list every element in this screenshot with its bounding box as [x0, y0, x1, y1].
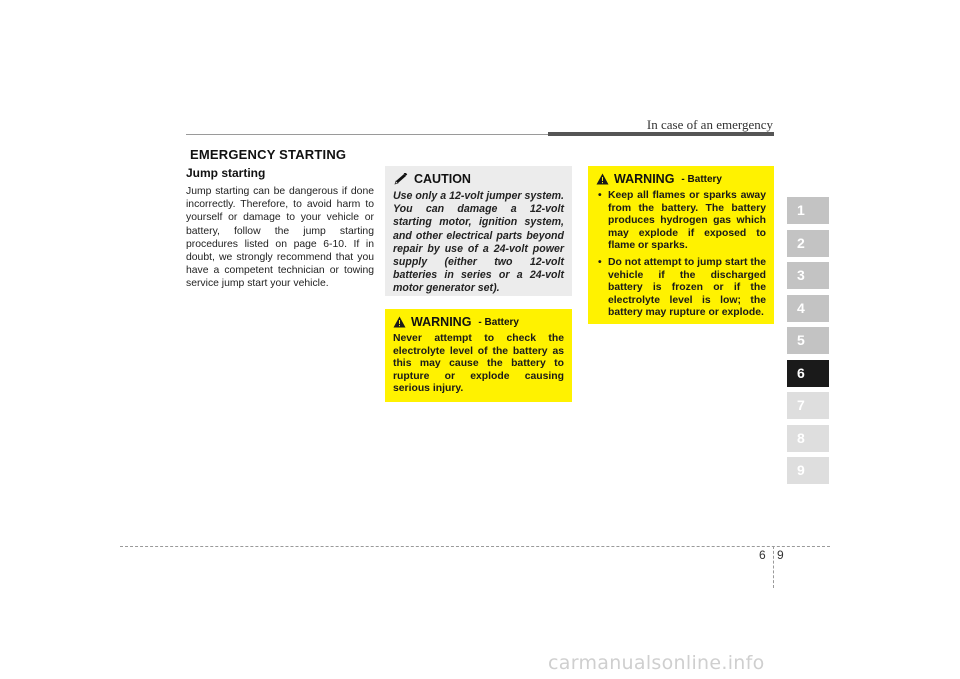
section-title: EMERGENCY STARTING — [190, 147, 347, 162]
chapter-tab-2[interactable]: 2 — [787, 230, 829, 257]
caution-box — [385, 166, 572, 296]
warning-text: Never attempt to check the electrolyte level of the battery as this may cause the battery to rupture or explode causing serious injury. — [393, 333, 564, 395]
chapter-tab-9[interactable]: 9 — [787, 457, 829, 484]
chapter-tab-3[interactable]: 3 — [787, 262, 829, 289]
caution-text: Use only a 12-volt jumper system. You can damage a 12-volt starting motor, ignition system, and other electrical parts beyond repair by use of a 24-volt power supply (either two 12-volt batteries in series or a 24-volt motor generator set). — [393, 190, 564, 295]
warning-header — [393, 315, 564, 329]
warning-list-item: • Do not attempt to jump start the vehicle if the discharged battery is frozen or if the electrolyte level is low; the battery may rupture or explode. — [596, 257, 766, 320]
warning-triangle-icon — [596, 173, 609, 185]
chapter-tab-1[interactable]: 1 — [787, 197, 829, 224]
caution-label: CAUTION — [414, 172, 471, 186]
warning-box-battery-flames — [588, 166, 774, 324]
warning-triangle-icon — [393, 316, 406, 328]
warning-box-battery-check — [385, 309, 572, 402]
warning-sublabel: - Battery — [478, 316, 519, 328]
warning-list-item: • Keep all flames or sparks away from the battery. The battery produces hydrogen gas which may explode if exposed to flame or sparks. — [596, 190, 766, 253]
footer-page-number: 9 — [777, 548, 784, 562]
jump-starting-subhead: Jump starting — [186, 166, 266, 180]
warning-label: WARNING — [614, 172, 675, 186]
chapter-tabs — [787, 197, 829, 490]
chapter-tab-8[interactable]: 8 — [787, 425, 829, 452]
caution-header — [393, 172, 564, 186]
chapter-tab-4[interactable]: 4 — [787, 295, 829, 322]
footer-rule — [120, 546, 830, 547]
header-title: In case of an emergency — [646, 117, 773, 132]
header-rule-accent — [548, 132, 774, 136]
pencil-icon — [393, 173, 409, 185]
jump-starting-column — [186, 166, 374, 291]
warning-list — [596, 190, 766, 320]
chapter-tab-6[interactable]: 6 — [787, 360, 829, 387]
chapter-tab-5[interactable]: 5 — [787, 327, 829, 354]
footer-chapter-number: 6 — [759, 548, 766, 562]
jump-starting-body: Jump starting can be dangerous if done incorrectly. Therefore, to avoid harm to yourself or damage to your vehicle or battery, follow the jump starting procedures listed on page 6-10. If in doubt, we strongly recommend that you have a competent technician or towing service jump start your vehicle. — [186, 186, 374, 290]
watermark: carmanualsonline.info — [548, 652, 765, 674]
footer-divider — [773, 546, 774, 588]
warning-sublabel: - Battery — [681, 173, 722, 185]
chapter-tab-7[interactable]: 7 — [787, 392, 829, 419]
warning-label: WARNING — [411, 315, 472, 329]
warning-header — [596, 172, 766, 186]
